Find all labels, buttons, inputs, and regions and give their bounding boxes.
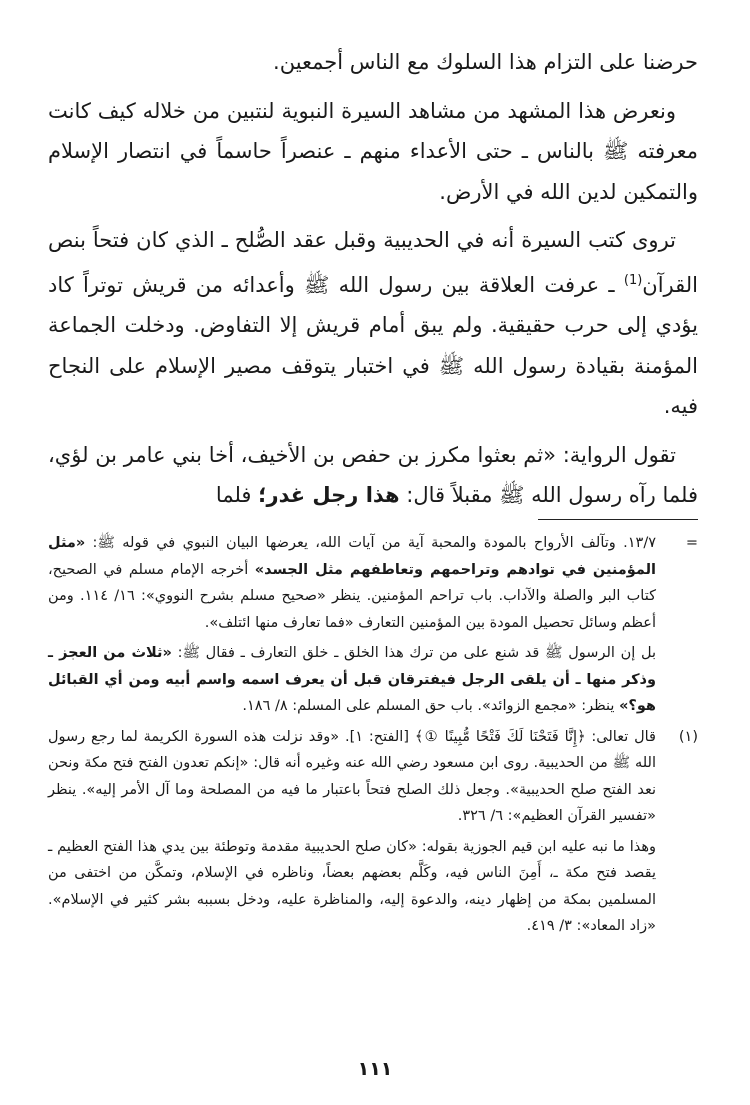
paragraph-3: تروى كتب السيرة أنه في الحديبية وقبل عقد الصُّلح ـ الذي كان فتحاً بنص القرآن$^{(1)}$ ـ عرفت العلاقة بين رسول الله ﷺ وأعدائه من قريش توتراً كاد يؤدي إلى حرب حقيقية. ولم يبق أمام قريش إلا التفاوض. ودخلت الجماعة المؤمنة بقيادة رسول الله ﷺ في اختبار يتوقف مصير الإسلام على النجاح فيه. (48, 228, 698, 418)
paragraph-2: ونعرض هذا المشهد من مشاهد السيرة النبوية لنتبين من خلاله كيف كانت معرفته ﷺ بالناس ـ حتى الأعداء منهم ـ عنصراً حاسماً في انتصار الإسلام والتمكين لدين الله في الأرض. (48, 98, 698, 204)
footnote-reference: (1) (623, 272, 643, 288)
paragraph-4: تقول الرواية: «ثم بعثوا مكرز بن حفص بن الأخيف، أخا بني عامر بن لؤي، فلما رآه رسول الله ﷺ مقبلاً قال: هذا رجل غدر؛ فلما (48, 442, 698, 507)
paragraph-1: حرضنا على التزام هذا السلوك مع الناس أجمعين. (273, 50, 698, 74)
continuation-marker: = (685, 535, 698, 551)
footnote-separator (538, 519, 698, 520)
page-number: ١١١ (357, 1058, 393, 1080)
footnote-1: (١) قال تعالى: ﴿إِنَّا فَتَحْنَا لَكَ فَتْحًا مُّبِينًا ①﴾ [الفتح: ١]. «وقد نزلت هذه السورة الكريمة لما رجع رسول الله ﷺ من الحديبية. روى ابن مسعود رضي الله عنه وغيره أنه قال: «إنكم تعدون الفتح فتح مكة ونحن نعد الفتح صلح الحديبية». وجعل ذلك الصلح فتحاً باعتبار ما فيه من المصلحة وما آل الأمر إليه». ينظر «تفسير القرآن العظيم»: ٦/ ٣٢٦. (48, 724, 698, 830)
footnote-continued-paragraph: بل إن الرسول ﷺ قد شنع على من ترك هذا الخلق ـ خلق التعارف ـ فقال ﷺ: «ثلاث من العجز ـ وذكر منها ـ أن يلقى الرجل فيفترقان قبل أن يعرف اسمه واسم أبيه ومن أي القبائل هو؟» ينظر: «مجمع الزوائد». باب حق المسلم على المسلم: ٨/ ١٨٦. (48, 645, 656, 714)
main-text (48, 42, 698, 524)
footnote-1-continued: وهذا ما نبه عليه ابن قيم الجوزية بقوله: «كان صلح الحديبية مقدمة وتوطئة بين يدي هذا الفتح العظيم ـ يقصد فتح مكة ـ، أَمِنَ الناس فيه، وكَلَّم بعضهم بعضاً، وناظره في الإسلام، وتمكَّن من اختفى من المسلمين بمكة من إظهار دينه، والدعوة إليه، والمناظرة عليه، ودخل بسببه بشر كثير في الإسلام». «زاد المعاد»: ٣/ ٤١٩. (48, 838, 656, 934)
footnotes-section (48, 530, 698, 944)
bold-quote: هذا رجل غدر؛ (258, 483, 400, 507)
bold-hadith: «مثل المؤمنين في توادهم وتراحمهم وتعاطفهم مثل الجسد» (48, 535, 656, 578)
bold-hadith: «ثلاث من العجز ـ وذكر منها ـ أن يلقى الرجل فيفترقان قبل أن يعرف اسمه واسم أبيه ومن أي القبائل هو؟» (48, 645, 656, 714)
footnote-marker: (١) (678, 728, 698, 745)
footnote-continued: = ١٣/٧. وتآلف الأرواح بالمودة والمحبة آية من آيات الله، يعرضها البيان النبوي في قوله ﷺ: «مثل المؤمنين في توادهم وتراحمهم وتعاطفهم مثل الجسد» أخرجه الإمام مسلم في الصحيح، كتاب البر والصلة والآداب. باب تراحم المؤمنين. ينظر «صحيح مسلم بشرح النووي»: ١٦/ ١١٤. ومن أعظم وسائل تحصيل المودة بين المؤمنين التعارف «فما تعارف منها ائتلف». (48, 530, 698, 636)
